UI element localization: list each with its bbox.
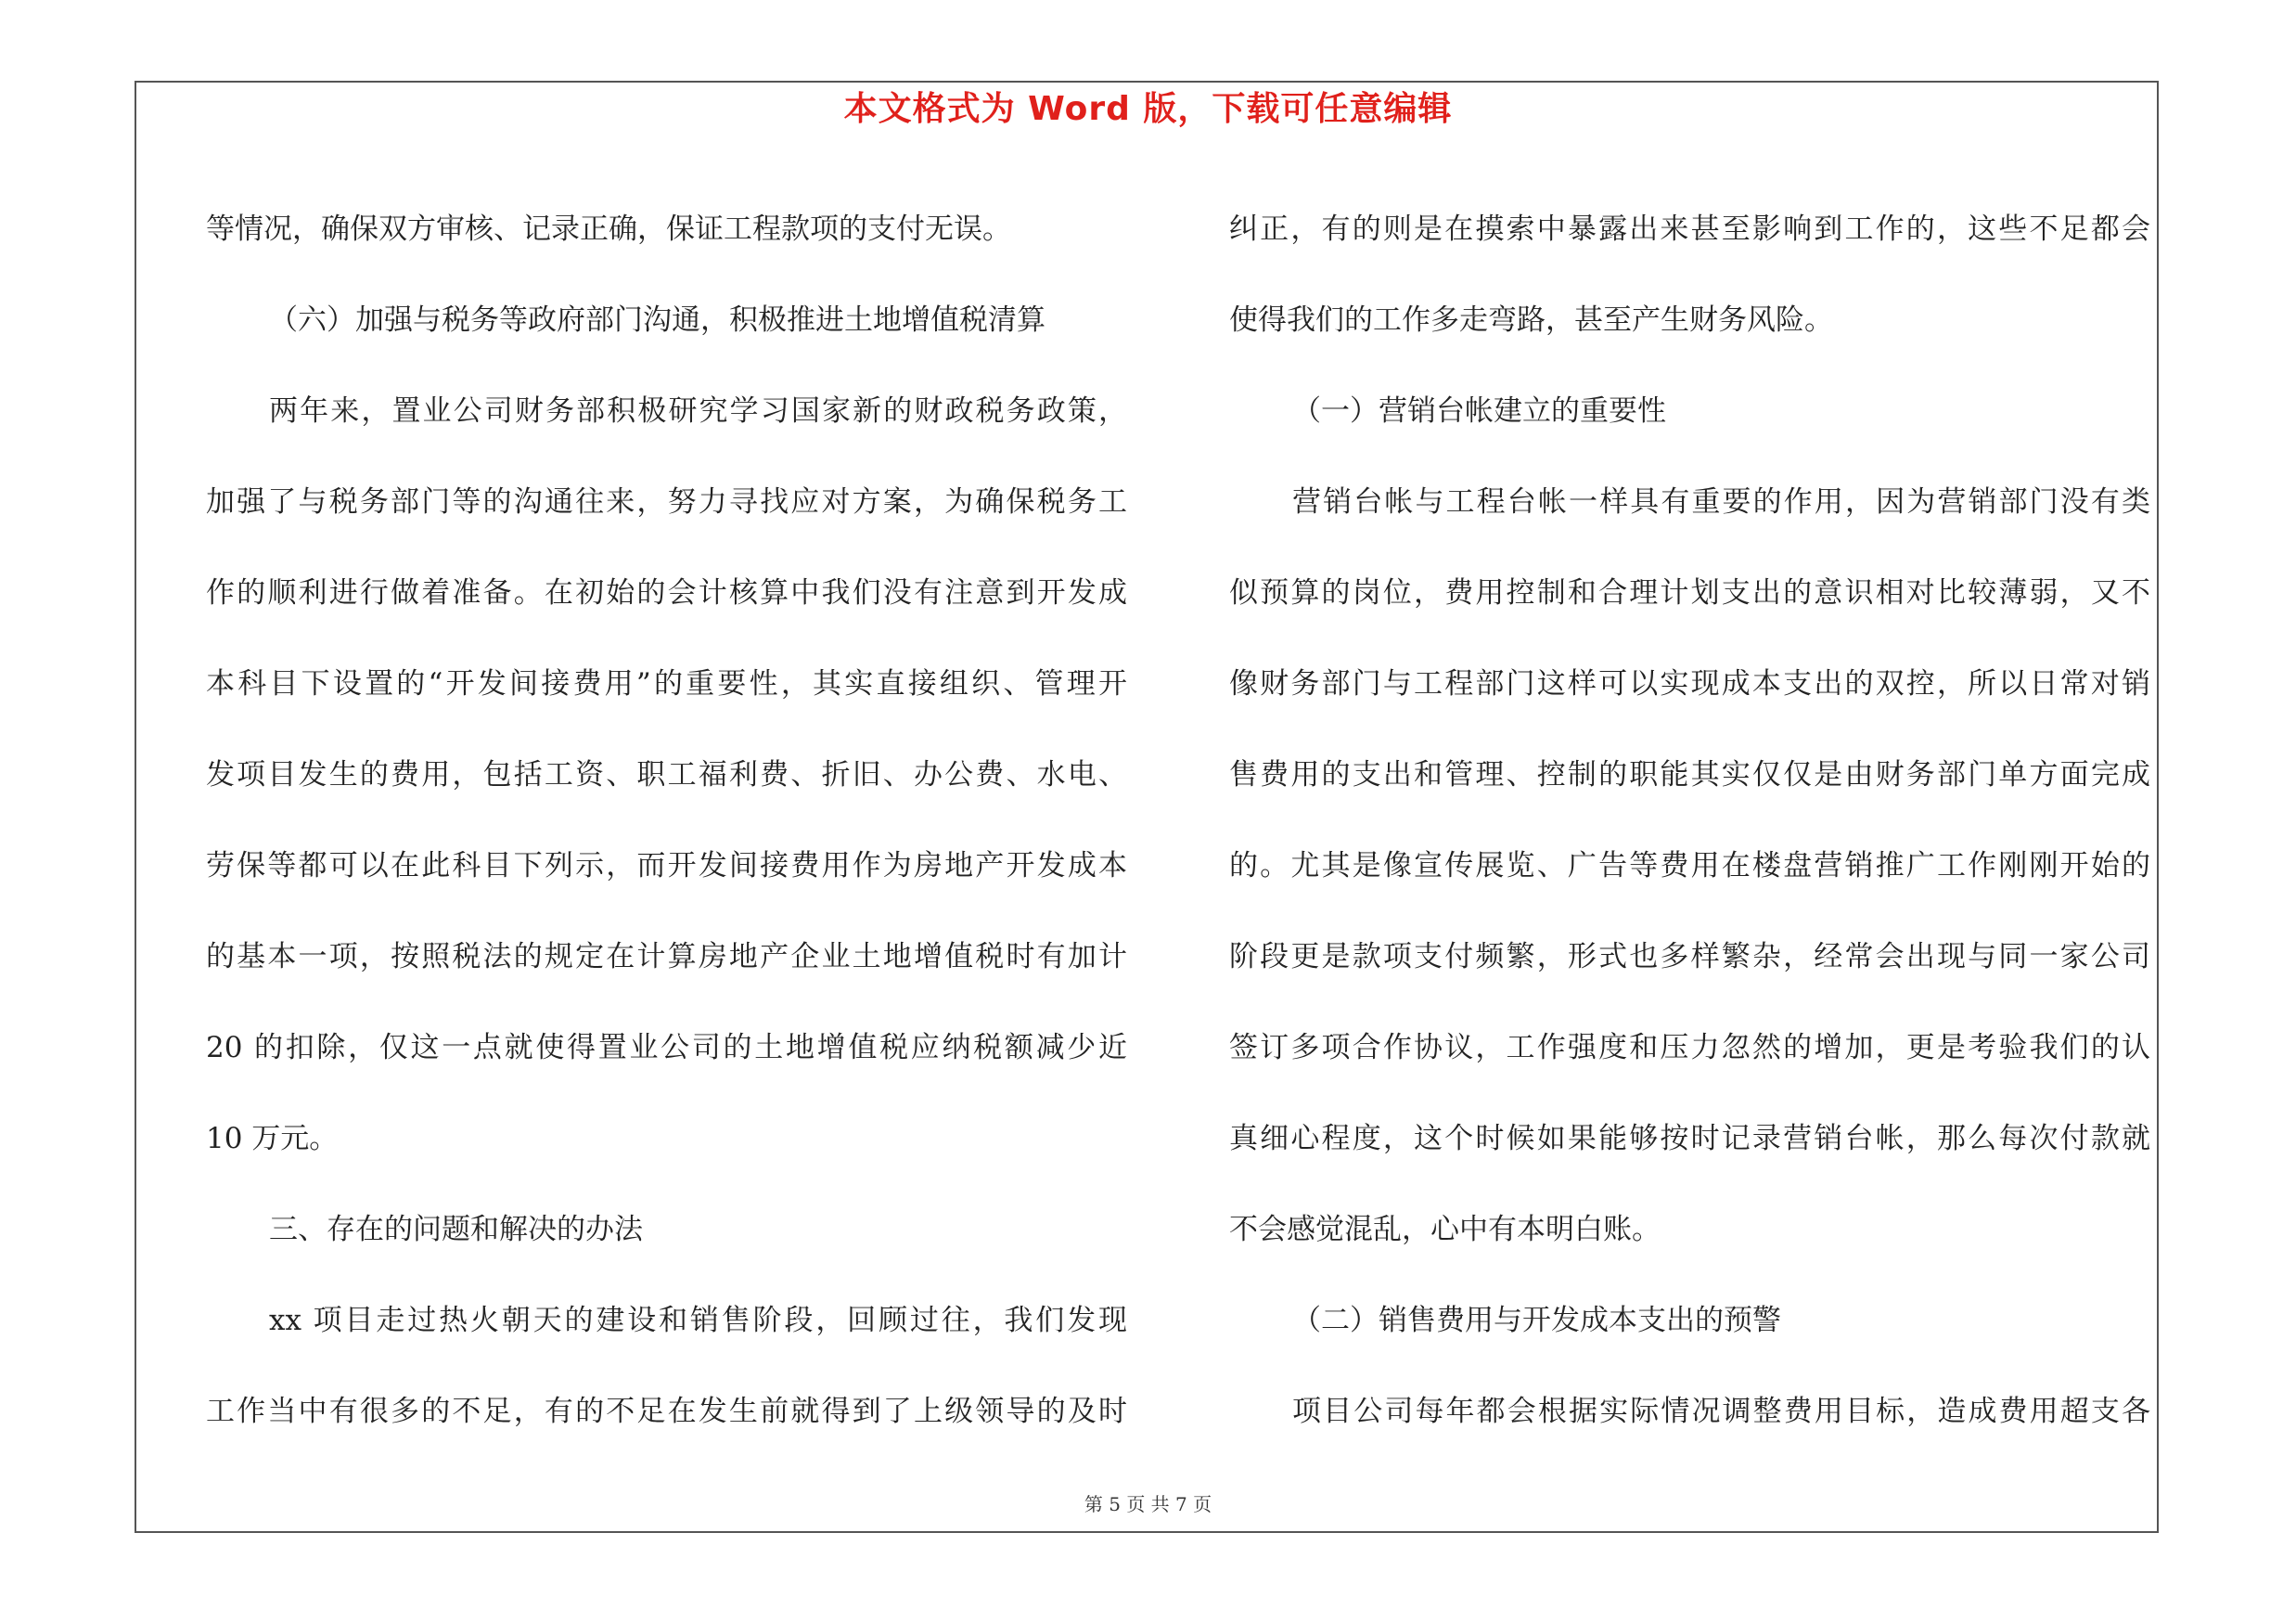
left-column-line: 发项目发生的费用，包括工资、职工福利费、折旧、办公费、水电、 xyxy=(206,758,1127,792)
right-column-line: 售费用的支出和管理、控制的职能其实仅仅是由财务部门单方面完成 xyxy=(1229,758,2150,792)
left-column-line: 10 万元。 xyxy=(206,1122,339,1155)
left-column-line: 20 的扣除，仅这一点就使得置业公司的土地增值税应纳税额减少近 xyxy=(206,1031,1127,1064)
left-column-line: 本科目下设置的“开发间接费用”的重要性，其实直接组织、管理开 xyxy=(206,667,1127,701)
right-column-line: 项目公司每年都会根据实际情况调整费用目标，造成费用超支各 xyxy=(1292,1395,2150,1428)
right-column-line: 似预算的岗位，费用控制和合理计划支出的意识相对比较薄弱，又不 xyxy=(1229,576,2150,610)
right-column-line: 阶段更是款项支付频繁，形式也多样繁杂，经常会出现与同一家公司 xyxy=(1229,940,2150,973)
left-column-line: 两年来，置业公司财务部积极研究学习国家新的财政税务政策， xyxy=(269,394,1127,428)
right-text-column xyxy=(1229,184,2150,1457)
right-column-line: 使得我们的工作多走弯路，甚至产生财务风险。 xyxy=(1229,303,1833,337)
right-column-line: （二）销售费用与开发成本支出的预警 xyxy=(1292,1304,1781,1337)
right-column-line: 像财务部门与工程部门这样可以实现成本支出的双控，所以日常对销 xyxy=(1229,667,2150,701)
right-column-line: 真细心程度，这个时候如果能够按时记录营销台帐，那么每次付款就 xyxy=(1229,1122,2150,1155)
left-column-line: 三、存在的问题和解决的办法 xyxy=(269,1213,643,1246)
document-banner: 本文格式为 Word 版，下载可任意编辑 xyxy=(843,90,1453,128)
left-text-column xyxy=(206,184,1127,1457)
left-column-line: 加强了与税务部门等的沟通往来，努力寻找应对方案，为确保税务工 xyxy=(206,485,1127,519)
right-column-line: （一）营销台帐建立的重要性 xyxy=(1292,394,1666,428)
left-column-line: 作的顺利进行做着准备。在初始的会计核算中我们没有注意到开发成 xyxy=(206,576,1127,610)
right-column-line: 签订多项合作协议，工作强度和压力忽然的增加，更是考验我们的认 xyxy=(1229,1031,2150,1064)
right-column-line: 营销台帐与工程台帐一样具有重要的作用，因为营销部门没有类 xyxy=(1292,485,2150,519)
left-column-line: 劳保等都可以在此科目下列示，而开发间接费用作为房地产开发成本 xyxy=(206,849,1127,882)
right-column-line: 的。尤其是像宣传展览、广告等费用在楼盘营销推广工作刚刚开始的 xyxy=(1229,849,2150,882)
left-column-line: （六）加强与税务等政府部门沟通，积极推进土地增值税清算 xyxy=(269,303,1045,337)
left-column-line: 等情况，确保双方审核、记录正确，保证工程款项的支付无误。 xyxy=(206,213,1011,246)
right-column-line: 不会感觉混乱，心中有本明白账。 xyxy=(1229,1213,1661,1246)
page-number: 第 5 页 共 7 页 xyxy=(1084,1493,1212,1515)
left-column-line: 的基本一项，按照税法的规定在计算房地产企业土地增值税时有加计 xyxy=(206,940,1127,973)
left-column-line: xx 项目走过热火朝天的建设和销售阶段，回顾过往，我们发现 xyxy=(269,1304,1127,1337)
left-column-line: 工作当中有很多的不足，有的不足在发生前就得到了上级领导的及时 xyxy=(206,1395,1127,1428)
right-column-line: 纠正，有的则是在摸索中暴露出来甚至影响到工作的，这些不足都会 xyxy=(1229,213,2150,246)
